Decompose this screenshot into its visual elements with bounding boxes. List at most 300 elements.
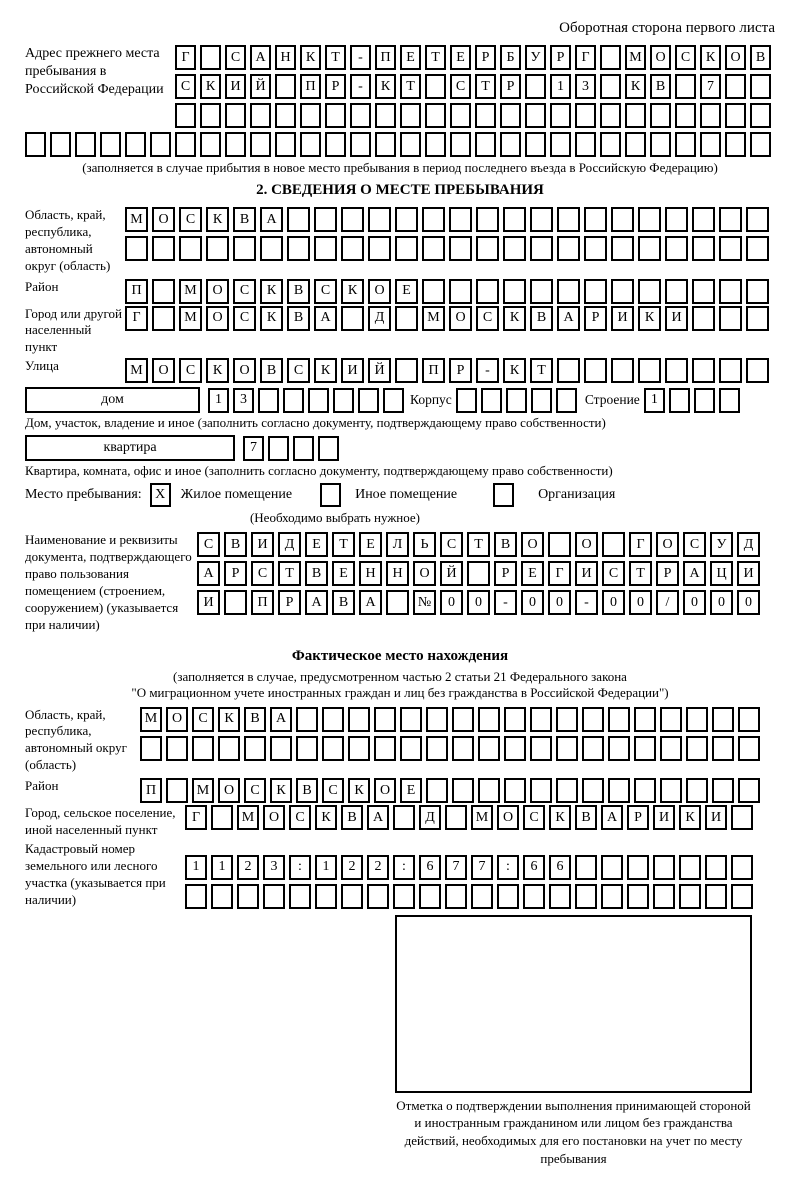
char-box[interactable]: К: [625, 74, 646, 99]
char-box[interactable]: С: [602, 561, 625, 586]
char-box[interactable]: [425, 103, 446, 128]
char-box[interactable]: С: [233, 279, 256, 304]
char-box[interactable]: [250, 103, 271, 128]
char-box[interactable]: О: [206, 279, 229, 304]
char-box[interactable]: 7: [700, 74, 721, 99]
char-box[interactable]: К: [549, 805, 571, 830]
char-box[interactable]: С: [251, 561, 274, 586]
char-box[interactable]: 2: [237, 855, 259, 880]
char-box[interactable]: [665, 279, 688, 304]
char-box[interactable]: [746, 207, 769, 232]
char-box[interactable]: [530, 778, 552, 803]
char-box[interactable]: [705, 855, 727, 880]
char-box[interactable]: Т: [530, 358, 553, 383]
char-box[interactable]: Т: [475, 74, 496, 99]
char-box[interactable]: К: [300, 45, 321, 70]
char-box[interactable]: К: [206, 358, 229, 383]
char-box[interactable]: [653, 884, 675, 909]
char-box[interactable]: В: [650, 74, 671, 99]
char-box[interactable]: К: [206, 207, 229, 232]
char-box[interactable]: [650, 132, 671, 157]
char-box[interactable]: И: [653, 805, 675, 830]
char-box[interactable]: [314, 236, 337, 261]
char-box[interactable]: [206, 236, 229, 261]
char-box[interactable]: Т: [400, 74, 421, 99]
char-box[interactable]: [200, 45, 221, 70]
char-box[interactable]: [503, 207, 526, 232]
char-box[interactable]: [395, 358, 418, 383]
char-box[interactable]: И: [665, 306, 688, 331]
char-box[interactable]: [719, 236, 742, 261]
char-box[interactable]: [504, 778, 526, 803]
char-box[interactable]: [611, 358, 634, 383]
char-box[interactable]: [152, 306, 175, 331]
char-box[interactable]: В: [260, 358, 283, 383]
char-box[interactable]: П: [125, 279, 148, 304]
char-box[interactable]: [287, 207, 310, 232]
char-box[interactable]: В: [341, 805, 363, 830]
char-box[interactable]: Г: [575, 45, 596, 70]
char-box[interactable]: Д: [278, 532, 301, 557]
char-box[interactable]: О: [166, 707, 188, 732]
char-box[interactable]: Р: [475, 45, 496, 70]
char-box[interactable]: О: [263, 805, 285, 830]
char-box[interactable]: [481, 388, 502, 413]
char-box[interactable]: В: [224, 532, 247, 557]
char-box[interactable]: [400, 103, 421, 128]
char-box[interactable]: В: [530, 306, 553, 331]
char-box[interactable]: [140, 736, 162, 761]
char-box[interactable]: [686, 707, 708, 732]
char-box[interactable]: [584, 279, 607, 304]
char-box[interactable]: [322, 707, 344, 732]
char-box[interactable]: П: [375, 45, 396, 70]
char-box[interactable]: О: [575, 532, 598, 557]
char-box[interactable]: [476, 207, 499, 232]
char-box[interactable]: Р: [584, 306, 607, 331]
char-box[interactable]: [166, 778, 188, 803]
char-box[interactable]: И: [341, 358, 364, 383]
char-box[interactable]: М: [179, 279, 202, 304]
char-box[interactable]: [475, 132, 496, 157]
char-box[interactable]: [449, 236, 472, 261]
char-box[interactable]: Т: [425, 45, 446, 70]
char-box[interactable]: [627, 884, 649, 909]
char-box[interactable]: [550, 103, 571, 128]
char-box[interactable]: Р: [500, 74, 521, 99]
char-box[interactable]: Г: [175, 45, 196, 70]
char-box[interactable]: [692, 279, 715, 304]
char-box[interactable]: С: [314, 279, 337, 304]
char-box[interactable]: 3: [263, 855, 285, 880]
char-box[interactable]: [422, 279, 445, 304]
char-box[interactable]: [692, 207, 715, 232]
stay-type-checkbox-other[interactable]: [320, 483, 341, 507]
char-box[interactable]: [296, 736, 318, 761]
char-box[interactable]: [705, 884, 727, 909]
char-box[interactable]: [600, 45, 621, 70]
char-box[interactable]: [638, 236, 661, 261]
char-box[interactable]: 6: [523, 855, 545, 880]
char-box[interactable]: Б: [500, 45, 521, 70]
char-box[interactable]: 0: [629, 590, 652, 615]
char-box[interactable]: [557, 236, 580, 261]
char-box[interactable]: [425, 132, 446, 157]
char-box[interactable]: Р: [278, 590, 301, 615]
char-box[interactable]: [608, 736, 630, 761]
char-box[interactable]: 0: [548, 590, 571, 615]
char-box[interactable]: 3: [575, 74, 596, 99]
char-box[interactable]: В: [287, 306, 310, 331]
char-box[interactable]: [478, 736, 500, 761]
char-box[interactable]: [692, 306, 715, 331]
char-box[interactable]: [669, 388, 690, 413]
char-box[interactable]: [218, 736, 240, 761]
char-box[interactable]: 1: [550, 74, 571, 99]
char-box[interactable]: М: [125, 358, 148, 383]
char-box[interactable]: [602, 532, 625, 557]
char-box[interactable]: И: [575, 561, 598, 586]
char-box[interactable]: [341, 884, 363, 909]
char-box[interactable]: С: [233, 306, 256, 331]
char-box[interactable]: А: [270, 707, 292, 732]
char-box[interactable]: [258, 388, 279, 413]
char-box[interactable]: [712, 778, 734, 803]
char-box[interactable]: [746, 358, 769, 383]
char-box[interactable]: 1: [208, 388, 229, 413]
char-box[interactable]: [367, 884, 389, 909]
char-box[interactable]: [530, 736, 552, 761]
char-box[interactable]: [731, 884, 753, 909]
char-box[interactable]: О: [650, 45, 671, 70]
char-box[interactable]: [675, 103, 696, 128]
char-box[interactable]: [750, 74, 771, 99]
char-box[interactable]: [419, 884, 441, 909]
char-box[interactable]: [650, 103, 671, 128]
char-box[interactable]: М: [192, 778, 214, 803]
char-box[interactable]: 0: [602, 590, 625, 615]
char-box[interactable]: С: [244, 778, 266, 803]
char-box[interactable]: [368, 236, 391, 261]
char-box[interactable]: [500, 132, 521, 157]
char-box[interactable]: С: [523, 805, 545, 830]
char-box[interactable]: [700, 103, 721, 128]
char-box[interactable]: [314, 207, 337, 232]
char-box[interactable]: 2: [367, 855, 389, 880]
char-box[interactable]: [608, 778, 630, 803]
char-box[interactable]: Н: [359, 561, 382, 586]
char-box[interactable]: [125, 236, 148, 261]
char-box[interactable]: 7: [471, 855, 493, 880]
char-box[interactable]: У: [525, 45, 546, 70]
char-box[interactable]: Р: [550, 45, 571, 70]
char-box[interactable]: А: [197, 561, 220, 586]
char-box[interactable]: А: [367, 805, 389, 830]
char-box[interactable]: П: [140, 778, 162, 803]
char-box[interactable]: П: [251, 590, 274, 615]
char-box[interactable]: 0: [467, 590, 490, 615]
char-box[interactable]: Т: [629, 561, 652, 586]
char-box[interactable]: [731, 805, 753, 830]
char-box[interactable]: К: [260, 306, 283, 331]
char-box[interactable]: 0: [440, 590, 463, 615]
char-box[interactable]: [731, 855, 753, 880]
char-box[interactable]: [293, 436, 314, 461]
char-box[interactable]: [638, 207, 661, 232]
char-box[interactable]: С: [675, 45, 696, 70]
char-box[interactable]: 1: [315, 855, 337, 880]
char-box[interactable]: В: [296, 778, 318, 803]
char-box[interactable]: [638, 358, 661, 383]
char-box[interactable]: [445, 884, 467, 909]
char-box[interactable]: Й: [368, 358, 391, 383]
stay-type-checkbox-organization[interactable]: [493, 483, 514, 507]
char-box[interactable]: [333, 388, 354, 413]
char-box[interactable]: [166, 736, 188, 761]
char-box[interactable]: [244, 736, 266, 761]
char-box[interactable]: [211, 884, 233, 909]
char-box[interactable]: [700, 132, 721, 157]
char-box[interactable]: Е: [359, 532, 382, 557]
char-box[interactable]: 0: [710, 590, 733, 615]
char-box[interactable]: [611, 279, 634, 304]
char-box[interactable]: О: [218, 778, 240, 803]
char-box[interactable]: К: [679, 805, 701, 830]
char-box[interactable]: [449, 207, 472, 232]
char-box[interactable]: Г: [125, 306, 148, 331]
char-box[interactable]: [125, 132, 146, 157]
char-box[interactable]: 3: [233, 388, 254, 413]
char-box[interactable]: [445, 805, 467, 830]
char-box[interactable]: И: [737, 561, 760, 586]
char-box[interactable]: О: [656, 532, 679, 557]
char-box[interactable]: [525, 103, 546, 128]
char-box[interactable]: Л: [386, 532, 409, 557]
char-box[interactable]: [719, 358, 742, 383]
char-box[interactable]: [530, 236, 553, 261]
char-box[interactable]: [556, 736, 578, 761]
char-box[interactable]: [504, 707, 526, 732]
char-box[interactable]: :: [497, 855, 519, 880]
char-box[interactable]: [653, 855, 675, 880]
char-box[interactable]: А: [601, 805, 623, 830]
char-box[interactable]: [393, 884, 415, 909]
char-box[interactable]: Р: [494, 561, 517, 586]
char-box[interactable]: [449, 279, 472, 304]
char-box[interactable]: 7: [243, 436, 264, 461]
char-box[interactable]: [750, 132, 771, 157]
char-box[interactable]: [375, 132, 396, 157]
char-box[interactable]: [341, 236, 364, 261]
char-box[interactable]: А: [557, 306, 580, 331]
char-box[interactable]: [719, 306, 742, 331]
char-box[interactable]: [476, 279, 499, 304]
char-box[interactable]: [275, 74, 296, 99]
char-box[interactable]: [25, 132, 46, 157]
char-box[interactable]: [738, 707, 760, 732]
char-box[interactable]: [275, 103, 296, 128]
char-box[interactable]: [694, 388, 715, 413]
char-box[interactable]: [530, 707, 552, 732]
char-box[interactable]: 0: [521, 590, 544, 615]
char-box[interactable]: -: [350, 45, 371, 70]
char-box[interactable]: [557, 358, 580, 383]
char-box[interactable]: [686, 778, 708, 803]
char-box[interactable]: 0: [683, 590, 706, 615]
char-box[interactable]: [725, 74, 746, 99]
char-box[interactable]: [350, 132, 371, 157]
char-box[interactable]: [627, 855, 649, 880]
char-box[interactable]: [200, 103, 221, 128]
char-box[interactable]: П: [422, 358, 445, 383]
char-box[interactable]: [634, 778, 656, 803]
char-box[interactable]: О: [206, 306, 229, 331]
char-box[interactable]: [575, 132, 596, 157]
char-box[interactable]: С: [683, 532, 706, 557]
char-box[interactable]: -: [575, 590, 598, 615]
char-box[interactable]: Ц: [710, 561, 733, 586]
char-box[interactable]: [400, 736, 422, 761]
char-box[interactable]: [557, 279, 580, 304]
stay-type-checkbox-residential[interactable]: X: [150, 483, 171, 507]
char-box[interactable]: Д: [368, 306, 391, 331]
char-box[interactable]: [679, 884, 701, 909]
char-box[interactable]: А: [683, 561, 706, 586]
char-box[interactable]: [611, 236, 634, 261]
char-box[interactable]: С: [175, 74, 196, 99]
char-box[interactable]: [584, 207, 607, 232]
char-box[interactable]: И: [251, 532, 274, 557]
char-box[interactable]: С: [287, 358, 310, 383]
char-box[interactable]: [575, 103, 596, 128]
char-box[interactable]: [692, 358, 715, 383]
char-box[interactable]: [450, 103, 471, 128]
char-box[interactable]: [686, 736, 708, 761]
char-box[interactable]: [395, 236, 418, 261]
char-box[interactable]: -: [476, 358, 499, 383]
char-box[interactable]: [350, 103, 371, 128]
char-box[interactable]: Н: [386, 561, 409, 586]
char-box[interactable]: [283, 388, 304, 413]
char-box[interactable]: [348, 707, 370, 732]
char-box[interactable]: [260, 236, 283, 261]
char-box[interactable]: [584, 358, 607, 383]
char-box[interactable]: [476, 236, 499, 261]
char-box[interactable]: 6: [419, 855, 441, 880]
char-box[interactable]: [358, 388, 379, 413]
char-box[interactable]: [601, 855, 623, 880]
char-box[interactable]: [200, 132, 221, 157]
char-box[interactable]: [289, 884, 311, 909]
char-box[interactable]: С: [179, 358, 202, 383]
char-box[interactable]: 2: [341, 855, 363, 880]
char-box[interactable]: [601, 884, 623, 909]
char-box[interactable]: [665, 207, 688, 232]
char-box[interactable]: К: [218, 707, 240, 732]
char-box[interactable]: -: [494, 590, 517, 615]
char-box[interactable]: Е: [400, 45, 421, 70]
char-box[interactable]: [634, 736, 656, 761]
char-box[interactable]: [582, 736, 604, 761]
char-box[interactable]: [675, 74, 696, 99]
char-box[interactable]: [557, 207, 580, 232]
char-box[interactable]: [100, 132, 121, 157]
char-box[interactable]: [225, 132, 246, 157]
char-box[interactable]: Р: [627, 805, 649, 830]
char-box[interactable]: Е: [450, 45, 471, 70]
char-box[interactable]: С: [197, 532, 220, 557]
char-box[interactable]: [179, 236, 202, 261]
char-box[interactable]: [719, 279, 742, 304]
char-box[interactable]: В: [575, 805, 597, 830]
char-box[interactable]: [600, 132, 621, 157]
char-box[interactable]: [665, 358, 688, 383]
char-box[interactable]: [211, 805, 233, 830]
char-box[interactable]: Т: [332, 532, 355, 557]
char-box[interactable]: Р: [656, 561, 679, 586]
char-box[interactable]: [530, 207, 553, 232]
char-box[interactable]: С: [440, 532, 463, 557]
char-box[interactable]: [225, 103, 246, 128]
char-box[interactable]: [322, 736, 344, 761]
char-box[interactable]: [175, 132, 196, 157]
char-box[interactable]: [738, 778, 760, 803]
char-box[interactable]: И: [225, 74, 246, 99]
char-box[interactable]: [467, 561, 490, 586]
char-box[interactable]: [452, 707, 474, 732]
char-box[interactable]: В: [750, 45, 771, 70]
char-box[interactable]: [315, 884, 337, 909]
char-box[interactable]: [50, 132, 71, 157]
char-box[interactable]: К: [341, 279, 364, 304]
char-box[interactable]: [504, 736, 526, 761]
char-box[interactable]: [675, 132, 696, 157]
char-box[interactable]: О: [233, 358, 256, 383]
char-box[interactable]: [152, 236, 175, 261]
char-box[interactable]: С: [192, 707, 214, 732]
char-box[interactable]: [625, 103, 646, 128]
char-box[interactable]: [422, 236, 445, 261]
char-box[interactable]: С: [179, 207, 202, 232]
char-box[interactable]: М: [237, 805, 259, 830]
char-box[interactable]: [425, 74, 446, 99]
char-box[interactable]: В: [494, 532, 517, 557]
char-box[interactable]: /: [656, 590, 679, 615]
char-box[interactable]: [395, 306, 418, 331]
char-box[interactable]: [318, 436, 339, 461]
char-box[interactable]: 1: [644, 388, 665, 413]
char-box[interactable]: [660, 778, 682, 803]
char-box[interactable]: Ь: [413, 532, 436, 557]
char-box[interactable]: [237, 884, 259, 909]
char-box[interactable]: [475, 103, 496, 128]
char-box[interactable]: [400, 132, 421, 157]
char-box[interactable]: 0: [737, 590, 760, 615]
char-box[interactable]: [634, 707, 656, 732]
char-box[interactable]: [275, 132, 296, 157]
char-box[interactable]: И: [705, 805, 727, 830]
char-box[interactable]: К: [348, 778, 370, 803]
char-box[interactable]: [497, 884, 519, 909]
char-box[interactable]: [400, 707, 422, 732]
char-box[interactable]: [725, 132, 746, 157]
char-box[interactable]: П: [300, 74, 321, 99]
char-box[interactable]: 7: [445, 855, 467, 880]
char-box[interactable]: [341, 207, 364, 232]
char-box[interactable]: [746, 279, 769, 304]
char-box[interactable]: [608, 707, 630, 732]
char-box[interactable]: [250, 132, 271, 157]
